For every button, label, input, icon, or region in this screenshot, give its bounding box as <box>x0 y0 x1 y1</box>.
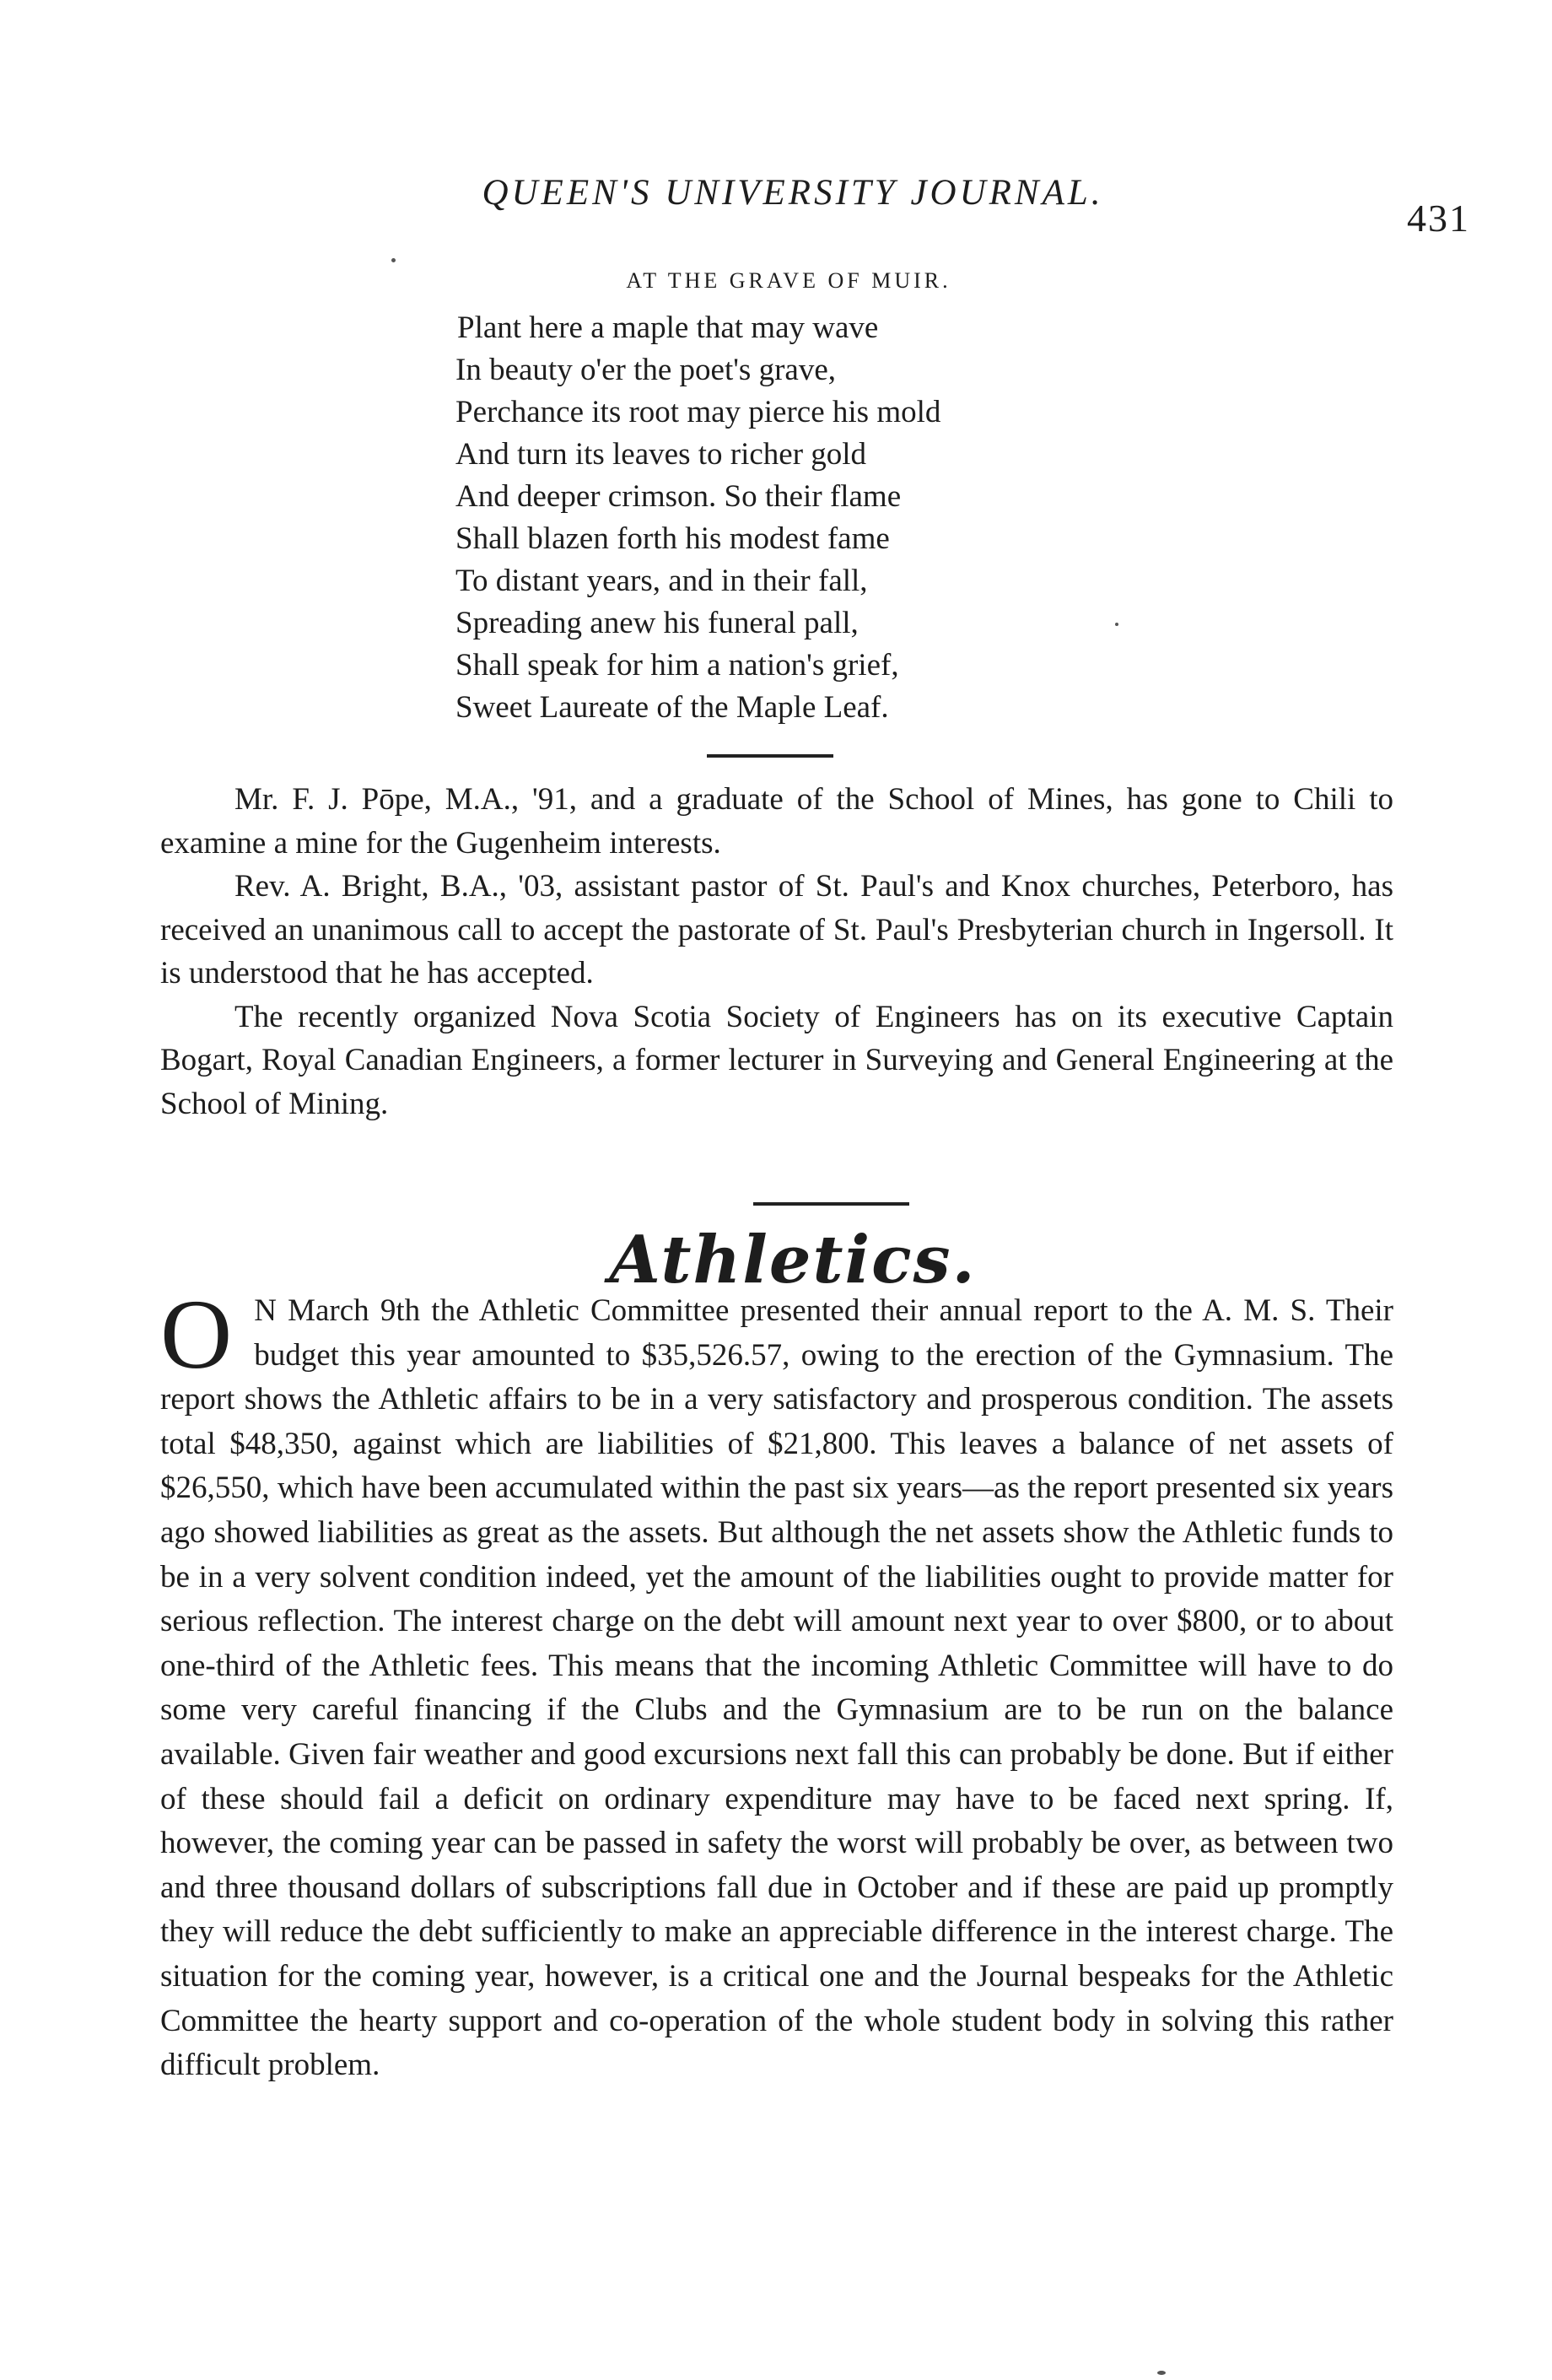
print-speck <box>391 258 396 262</box>
news-paragraph: Mr. F. J. Pōpe, M.A., '91, and a graduate of the School of Mines, has gone to Chili to examine a mine for the Gugenheim interests. <box>160 782 1393 861</box>
running-head: QUEEN'S UNIVERSITY JOURNAL. <box>482 173 1104 213</box>
print-speck <box>1157 2371 1166 2375</box>
page-number: 431 <box>1407 197 1470 240</box>
poem-line: And deeper crimson. So their flame <box>455 479 902 514</box>
news-paragraph: Rev. A. Bright, B.A., '03, assistant pastor of St. Paul's and Knox churches, Peterboro, has received an unanimous call to accept the pastorate of St. Paul's Presbyterian church in Ingersoll. It is understood that he has accepted. <box>160 869 1393 990</box>
poem-line: To distant years, and in their fall, <box>455 564 868 598</box>
poem-line: Shall blazen forth his modest fame <box>455 521 890 556</box>
section-divider <box>707 754 833 758</box>
drop-cap: O <box>160 1279 233 1390</box>
poem-line: In beauty o'er the poet's grave, <box>455 353 836 387</box>
poem-line: Plant here a maple that may wave <box>457 310 879 345</box>
athletics-heading: Athletics. <box>609 1222 977 1298</box>
print-speck <box>1115 623 1118 626</box>
poem-title: AT THE GRAVE OF MUIR. <box>626 268 951 293</box>
athletics-body: N March 9th the Athletic Committee presented their annual report to the A. M. S. Their budget this year amounted to $35,526.57, owing to the erection of the Gymnasium. The report shows the Athletic affairs to be in a very satisfactory and prosperous condition. The assets total $48,350, against which are liabilities of $21,800. This leaves a balance of net assets of $26,550, which have been accumulated within the past six years—as the report presented six years ago showed liabilities as great as the assets. But although the net assets show the Athletic funds to be in a very solvent condition indeed, yet the amount of the liabilities ought to provide matter for serious reflection. The interest charge on the debt will amount next year to over $800, or to about one-third of the Athletic fees. This means that the incoming Athletic Committee will have to do some very careful financing if the Clubs and the Gymnasium are to be run on the balance available. Given fair weather and good excursions next fall this can probably be done. But if either of these should fail a deficit on ordinary expenditure may have to be faced next spring. If, however, the coming year can be passed in safety the worst will probably be over, as between two and three thousand dollars of subscriptions fall due in October and if these are paid up promptly they will reduce the debt sufficiently to make an appreciable difference in the interest charge. The situation for the coming year, however, is a critical one and the Journal bespeaks for the Athletic Committee the hearty support and co-operation of the whole student body in solving this rather difficult problem. <box>160 1293 1393 2083</box>
section-divider <box>753 1202 909 1206</box>
poem-line: Sweet Laureate of the Maple Leaf. <box>455 690 889 725</box>
athletics-article <box>160 1279 1393 2088</box>
poem-line: Perchance its root may pierce his mold <box>455 395 941 429</box>
poem <box>455 307 1215 729</box>
poem-line: Spreading anew his funeral pall, <box>455 606 859 640</box>
poem-line: Shall speak for him a nation's grief, <box>455 648 899 683</box>
poem-line: And turn its leaves to richer gold <box>455 437 867 472</box>
news-paragraph: The recently organized Nova Scotia Society of Engineers has on its executive Captain Bogart, Royal Canadian Engineers, a former lecturer in Surveying and General Engineering at the School of Mining. <box>160 999 1393 1121</box>
news-items <box>160 778 1393 1125</box>
